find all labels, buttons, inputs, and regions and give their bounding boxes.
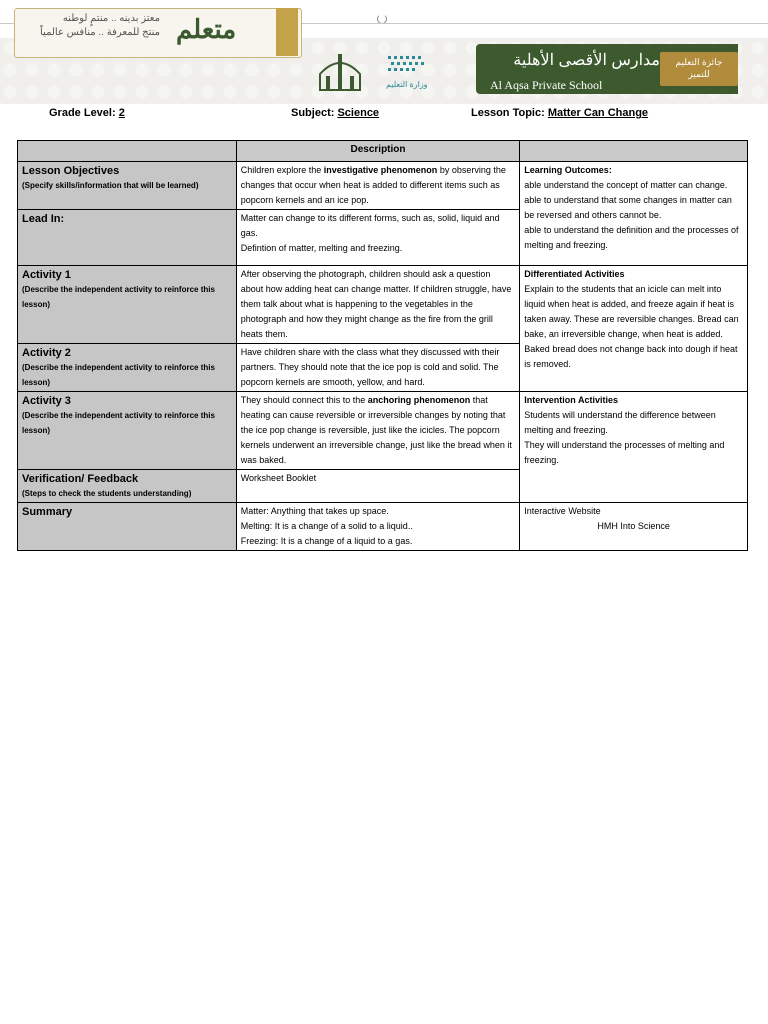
objectives-desc-pre: Children explore the	[240, 165, 324, 175]
resource-2: HMH Into Science	[597, 521, 670, 531]
subject	[291, 107, 379, 119]
summary-title: Summary	[22, 506, 73, 518]
activity-1-title: Activity 1	[22, 269, 71, 281]
school-name-english: Al Aqsa Private School	[490, 78, 603, 92]
interv-line-2: They will understand the processes of melting and freezing.	[524, 440, 725, 465]
header-empty-left	[18, 141, 237, 162]
activity-2-title: Activity 2	[22, 347, 71, 359]
row-summary	[18, 503, 748, 551]
row-activity-1	[18, 266, 748, 344]
mutaalem-tag	[276, 8, 298, 56]
mosque-logo-icon	[312, 50, 368, 94]
summary-line-3: Freezing: It is a change of a liquid to a gas.	[240, 536, 413, 546]
summary-line-2: Melting: It is a change of a solid to a liquid..	[240, 521, 413, 531]
outcome-3: able to understand the definition and the processes of melting and freezing.	[524, 225, 739, 250]
activity-3-title: Activity 3	[22, 395, 71, 407]
row-activity-3	[18, 392, 748, 470]
activity-2-label	[18, 344, 237, 392]
summary-desc	[236, 503, 520, 551]
verification-sub: (Steps to check the students understanding)	[22, 489, 192, 498]
topic-value: Matter Can Change	[547, 107, 649, 119]
row-objectives	[18, 162, 748, 210]
activity-3-desc-pre: They should connect this to the	[240, 395, 368, 405]
activity-2-desc: Have children share with the class what they discussed with their partners. They should note that the ice pop is cold and solid. The popcorn kernels are smooth, yellow, and hard.	[236, 344, 520, 392]
topic-label: Lesson Topic:	[471, 107, 545, 119]
header-empty-right	[520, 141, 748, 162]
outcome-2: able to understand that some changes in matter can be reversed and others cannot be.	[524, 195, 732, 220]
slogan-line-2: منتج للمعرفة .. منافس عالمياً	[40, 27, 160, 38]
slogan-line-1: معتز بدينه .. منتمٍ لوطنه	[62, 13, 160, 24]
summary-label	[18, 503, 237, 551]
lead-in-desc	[236, 210, 520, 266]
activity-2-sub: (Describe the independent activity to reinforce this lesson)	[22, 363, 215, 387]
outcome-1: able understand the concept of matter can change.	[524, 180, 728, 190]
outcomes-title: Learning Outcomes:	[524, 165, 612, 175]
activity-3-desc-bold: anchoring phenomenon	[367, 395, 471, 405]
subject-value: Science	[337, 107, 380, 119]
award-text: جائزة التعليم للتميز	[675, 57, 723, 79]
moe-text: وزارة التعليم	[386, 80, 428, 89]
activity-1-desc: After observing the photograph, children should ask a question about how adding heat can change matter. If children struggle, have them talk about what is happening to the vegetables in the photograph and how they might change as the fire from the grill heats them.	[236, 266, 520, 344]
summary-line-1: Matter: Anything that takes up space.	[240, 506, 389, 516]
lead-in-title: Lead In:	[22, 213, 65, 225]
activity-3-desc	[236, 392, 520, 470]
verification-desc: Worksheet Booklet	[236, 470, 520, 503]
activity-1-label	[18, 266, 237, 344]
diff-body: Explain to the students that an icicle can melt into liquid when heat is added, and freeze again if heat is taken away. These are reversible changes. Bread can bake, an irreversible change, when heat is added. Baked bread does not change back into dough if heat is removed.	[524, 284, 739, 369]
activity-3-label	[18, 392, 237, 470]
objectives-sub: (Specify skills/information that will be learned)	[22, 181, 199, 190]
activity-1-sub: (Describe the independent activity to reinforce this lesson)	[22, 285, 215, 309]
lead-in-line-1: Matter can change to its different forms, such as, solid, liquid and gas.	[240, 213, 500, 238]
interv-title: Intervention Activities	[524, 395, 618, 405]
intervention-activities-cell	[520, 392, 748, 503]
verification-label	[18, 470, 237, 503]
verification-title: Verification/ Feedback	[22, 473, 139, 485]
objectives-desc-bold: investigative phenomenon	[323, 165, 438, 175]
description-header: Description	[236, 141, 520, 162]
lead-in-line-2: Defintion of matter, melting and freezing.	[240, 243, 403, 253]
school-name-arabic: مدارس الأقصى الأهلية	[513, 52, 660, 69]
interv-line-1: Students will understand the difference between melting and freezing.	[524, 410, 716, 435]
subject-label: Subject:	[291, 107, 335, 119]
mutaalem-logo: متعلم	[176, 14, 237, 44]
grade-value: 2	[118, 107, 125, 119]
activity-3-sub: (Describe the independent activity to reinforce this lesson)	[22, 411, 215, 435]
table-header-row	[18, 141, 748, 162]
mutaalem-slogan	[30, 12, 160, 40]
objectives-title: Lesson Objectives	[22, 165, 120, 177]
diff-title: Differentiated Activities	[524, 269, 625, 279]
grade-level	[49, 107, 125, 119]
differentiated-activities-cell	[520, 266, 748, 392]
lesson-plan-table	[17, 140, 748, 551]
grade-label: Grade Level:	[49, 107, 116, 119]
objectives-desc-post: by observing the changes that occur when heat is added to different items such as popcorn kernels and an ice pop.	[240, 165, 506, 205]
lesson-topic	[471, 107, 648, 119]
resource-1: Interactive Website	[524, 506, 601, 516]
lead-in-label	[18, 210, 237, 266]
activity-3-desc-post: that heating can cause reversible or irreversible changes by noting that the ice pop change is reversible, just like the icicles. The popcorn kernels underwent an irreversible change, just like the bread when it was baked.	[240, 395, 512, 465]
objectives-desc	[236, 162, 520, 210]
objectives-label	[18, 162, 237, 210]
resources-cell	[520, 503, 748, 551]
learning-outcomes-cell	[520, 162, 748, 266]
